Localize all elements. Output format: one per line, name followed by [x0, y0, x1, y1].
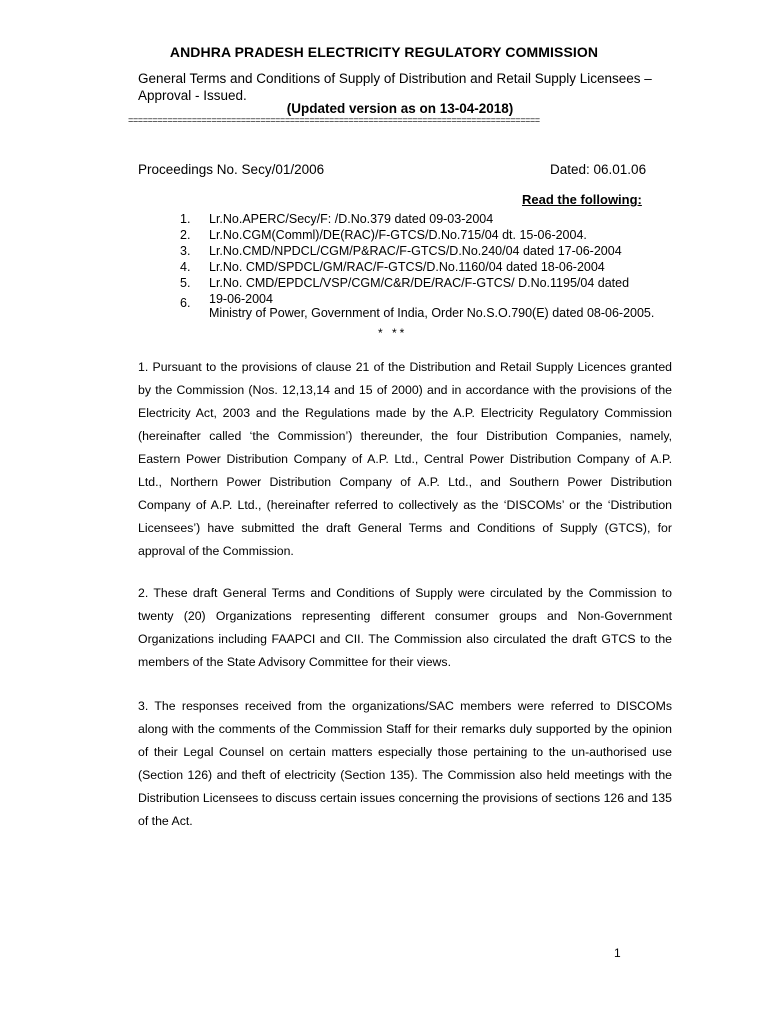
reference-item [175, 228, 685, 244]
reference-text: Lr.No.CGM(Comml)/DE(RAC)/F-GTCS/D.No.715/04 dt. 15-06-2004. [209, 228, 587, 242]
reference-number: 5. [180, 276, 191, 290]
reference-text: Lr.No.CMD/NPDCL/CGM/P&RAC/F-GTCS/D.No.240/04 dated 17-06-2004 [209, 244, 622, 258]
paragraph-1: 1. Pursuant to the provisions of clause 21 of the Distribution and Retail Supply Licences granted by the Commission (Nos. 12,13,14 and 15 of 2000) and in accordance with the provisions of the Electricity Act, 2003 and the Regulations made by the A.P. Electricity Regulatory Commission (hereinafter called ‘the Commission’) thereunder, the four Distribution Companies, namely, Eastern Power Distribution Company of A.P. Ltd., Central Power Distribution Company of A.P. Ltd., Northern Power Distribution Company of A.P. Ltd., and Southern Power Distribution Company of A.P. Ltd., (hereinafter referred to collectively as the ‘DISCOMs’ or the ‘Distribution Licensees’) have submitted the draft General Terms and Conditions of Supply (GTCS), for approval of the Commission. [138, 360, 672, 558]
reference-item [175, 244, 685, 260]
reference-number: 3. [180, 244, 191, 258]
paragraph-3: 3. The responses received from the organizations/SAC members were referred to DISCOMs along with the comments of the Commission Staff for their remarks duly supported by the opinion of their Legal Counsel on certain matters especially those pertaining to the un-authorised use (Section 126) and theft of electricity (Section 135). The Commission also held meetings with the Distribution Licensees to discuss certain issues concerning the provisions of sections 126 and 135 of the Act. [138, 699, 672, 828]
reference-text: Lr.No. CMD/EPDCL/VSP/CGM/C&R/DE/RAC/F-GTCS/ D.No.1195/04 dated [209, 276, 630, 290]
updated-version-note: (Updated version as on 13-04-2018) [286, 101, 514, 116]
double-rule-divider: ==================================================================================== [128, 117, 540, 126]
reference-number: 4. [180, 260, 191, 274]
paragraph-2: 2. These draft General Terms and Conditions of Supply were circulated by the Commission to twenty (20) Organizations representing different consumer groups and Non-Government Organizations including FAAPCI and CII. The Commission also circulated the draft GTCS to the members of the State Advisory Committee for their views. [138, 586, 672, 669]
reference-text: Lr.No. CMD/SPDCL/GM/RAC/F-GTCS/D.No.1160/04 dated 18-06-2004 [209, 260, 605, 274]
read-following-heading: Read the following: [522, 192, 642, 207]
document-title: ANDHRA PRADESH ELECTRICITY REGULATORY COMMISSION [169, 44, 599, 60]
reference-item [175, 276, 685, 292]
reference-item [175, 296, 685, 320]
reference-item [175, 212, 685, 228]
proceedings-number: Proceedings No. Secy/01/2006 [138, 162, 325, 177]
document-subject: General Terms and Conditions of Supply of Distribution and Retail Supply Licensees – Approval - Issued. [138, 71, 652, 103]
reference-text: Ministry of Power, Government of India, Order No.S.O.790(E) dated 08-06-2005. [209, 306, 655, 320]
reference-number: 2. [180, 228, 191, 242]
reference-text: Lr.No.APERC/Secy/F: /D.No.379 dated 09-03-2004 [209, 212, 494, 226]
section-separator: * ** [378, 326, 408, 340]
reference-text: 19-06-2004 [209, 292, 273, 306]
proceedings-date: Dated: 06.01.06 [550, 162, 647, 177]
reference-number: 1. [180, 212, 191, 226]
reference-number: 6. [180, 296, 191, 310]
reference-list [175, 212, 685, 320]
reference-item [175, 260, 685, 276]
page-number: 1 [614, 946, 621, 960]
